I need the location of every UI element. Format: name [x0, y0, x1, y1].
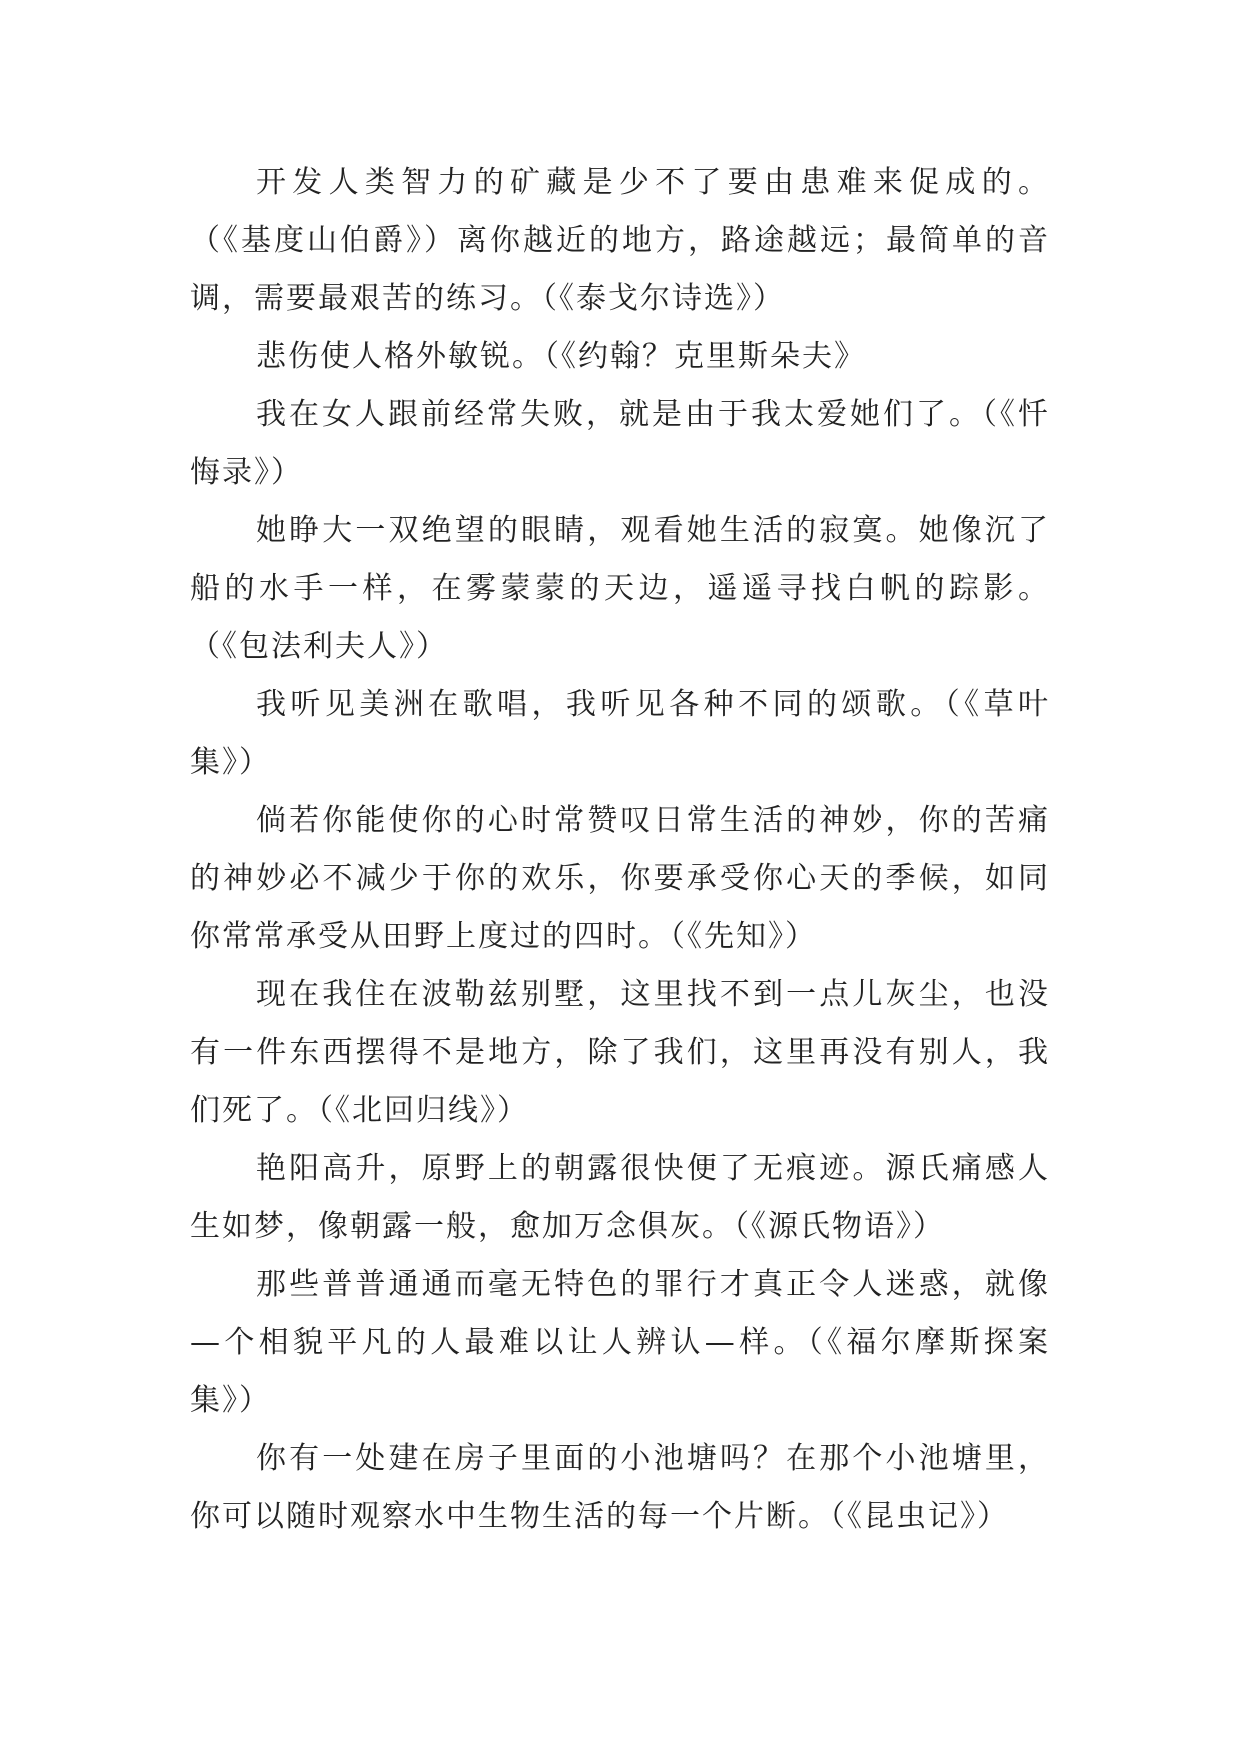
paragraph-10 [190, 1430, 1050, 1546]
document-body [190, 154, 1050, 1546]
paragraph-1 [190, 154, 1050, 328]
text-line: 有一件东西摆得不是地方，除了我们，这里再没有别人，我 [190, 1035, 1050, 1070]
text-line: 调，需要最艰苦的练习。（《泰戈尔诗选》） [190, 281, 785, 316]
text-line: （《基度山伯爵》）离你越近的地方，路途越远；最简单的音 [190, 223, 1050, 258]
text-line: 那些普普通通而毫无特色的罪行才真正令人迷惑，就像 [256, 1267, 1050, 1302]
text-line: 现在我住在波勒兹别墅，这里找不到一点儿灰尘，也没 [256, 977, 1050, 1012]
text-line: 悲伤使人格外敏锐。（《约翰？克里斯朵夫》 [256, 339, 866, 374]
text-line: 集》） [190, 1383, 271, 1418]
text-line: 你常常承受从田野上度过的四时。（《先知》） [190, 919, 817, 954]
paragraph-8 [190, 1140, 1050, 1256]
text-line: 我在女人跟前经常失败，就是由于我太爱她们了。（《忏 [256, 397, 1050, 432]
paragraph-3 [190, 386, 1050, 502]
text-line: 艳阳高升，原野上的朝露很快便了无痕迹。源氏痛感人 [256, 1151, 1050, 1186]
text-line: 倘若你能使你的心时常赞叹日常生活的神妙，你的苦痛 [256, 803, 1050, 838]
paragraph-7 [190, 966, 1050, 1140]
paragraph-5 [190, 676, 1050, 792]
paragraph-4 [190, 502, 1050, 676]
text-line: 们死了。（《北回归线》） [190, 1093, 529, 1128]
text-line: 你可以随时观察水中生物生活的每一个片断。（《昆虫记》） [190, 1499, 1009, 1534]
paragraph-2 [190, 328, 1050, 386]
paragraph-6 [190, 792, 1050, 966]
text-line: —个相貌平凡的人最难以让人辨认—样。（《福尔摩斯探案 [190, 1325, 1050, 1360]
text-line: 的神妙必不减少于你的欢乐，你要承受你心天的季候，如同 [190, 861, 1050, 896]
text-line: 船的水手一样，在雾蒙蒙的天边，遥遥寻找白帆的踪影。 [190, 571, 1050, 606]
text-line: 你有一处建在房子里面的小池塘吗？在那个小池塘里， [256, 1441, 1050, 1476]
text-line: 我听见美洲在歌唱，我听见各种不同的颂歌。（《草叶 [256, 687, 1050, 722]
text-line: 开发人类智力的矿藏是少不了要由患难来促成的。 [256, 165, 1050, 200]
text-line: （《包法利夫人》） [190, 629, 448, 664]
text-line: 生如梦，像朝露一般，愈加万念俱灰。（《源氏物语》） [190, 1209, 945, 1244]
text-line: 集》） [190, 745, 271, 780]
text-line: 她睁大一双绝望的眼睛，观看她生活的寂寞。她像沉了 [256, 513, 1050, 548]
text-line: 悔录》） [190, 455, 303, 490]
paragraph-9 [190, 1256, 1050, 1430]
